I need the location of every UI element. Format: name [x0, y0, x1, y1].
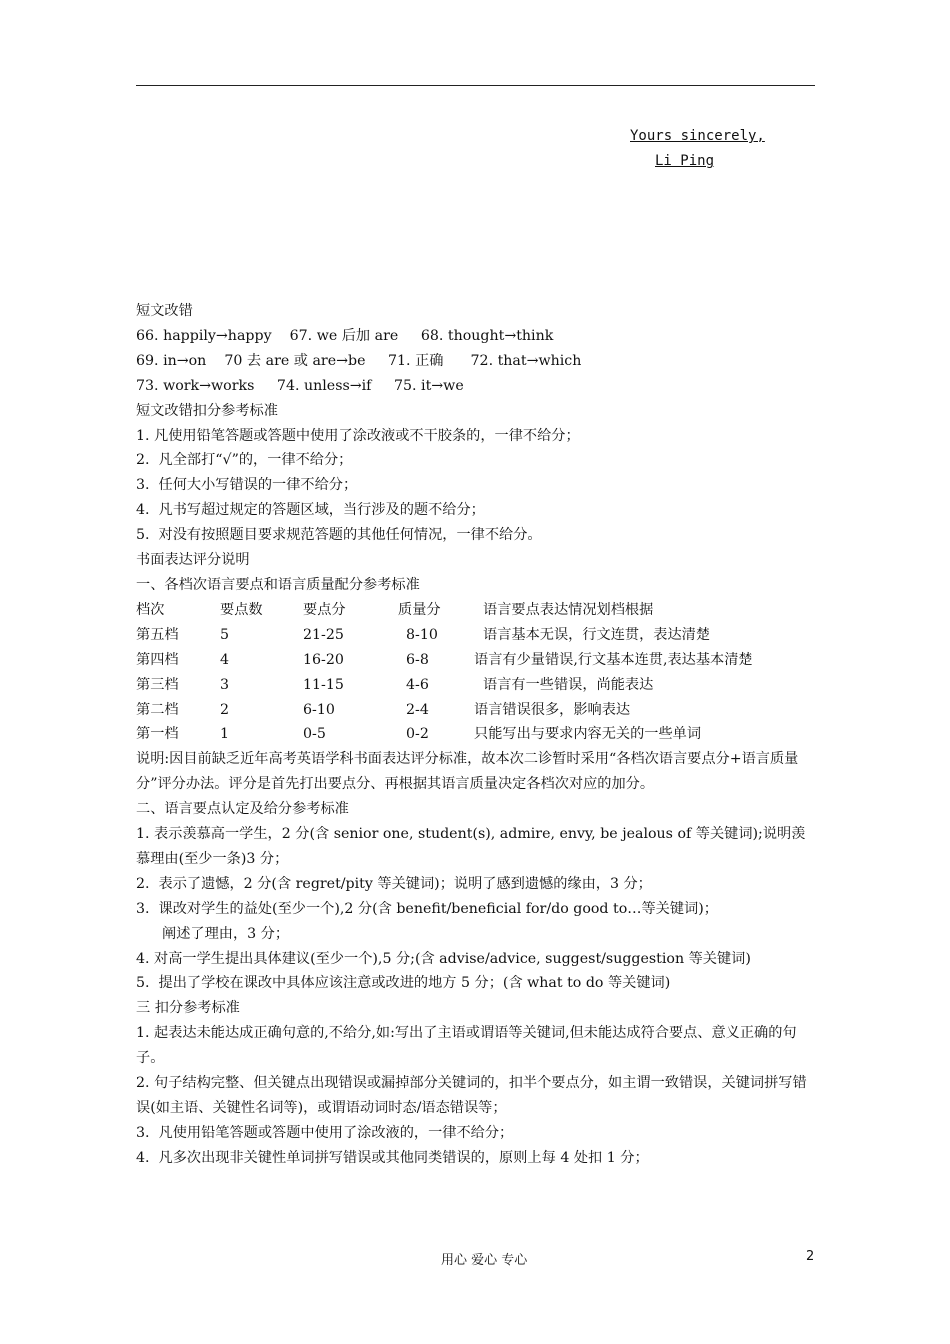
table-cell: 4-6: [406, 676, 429, 693]
criteria-item: 3. 课改对学生的益处(至少一个),2 分(含 benefit/beneficial for/do good to…等关键词)；: [136, 900, 718, 917]
table-row: [136, 623, 818, 648]
signoff-closing: Yours sincerely,: [630, 128, 765, 144]
table-header-cell: 档次: [136, 601, 165, 618]
table-cell: 6-8: [406, 651, 429, 668]
table-row: [136, 673, 818, 698]
table-cell: 3: [220, 676, 230, 693]
table-header-row: [136, 598, 818, 623]
deduction-rule: 3. 凡使用铅笔答题或答题中使用了涂改液的，一律不给分；: [136, 1124, 514, 1141]
table-cell: 5: [220, 626, 230, 643]
table-cell: 0-2: [406, 726, 429, 743]
criteria-item: 4. 对高一学生提出具体建议(至少一个),5 分;(含 advise/advice, suggest/suggestion 等关键词): [136, 950, 751, 967]
table-cell: 第四档: [136, 651, 179, 668]
table-cell: 第一档: [136, 726, 179, 743]
deduction-item: 5. 对没有按照题目要求规范答题的其他任何情况，一律不给分。: [136, 527, 542, 544]
table-row: [136, 698, 818, 723]
deduction-item: 1. 凡使用铅笔答题或答题中使用了涂改液或不干胶条的，一律不给分；: [136, 427, 580, 444]
table-cell: 16-20: [303, 651, 344, 668]
criteria-item-continued: 阐述了理由，3 分；: [162, 925, 290, 942]
table-cell: 语言基本无误，行文连贯，表达清楚: [474, 626, 711, 643]
deduction-item: 3. 任何大小写错误的一律不给分；: [136, 477, 358, 494]
page-content: [136, 299, 818, 1171]
table-row: [136, 648, 818, 673]
table-cell: 语言有少量错误,行文基本连贯,表达基本清楚: [474, 651, 753, 668]
table-cell: 4: [220, 651, 230, 668]
criteria-item: 5. 提出了学校在课改中具体应该注意或改进的地方 5 分；(含 what to do 等关键词): [136, 975, 671, 992]
table-cell: 2: [220, 701, 230, 718]
scoring-note: 说明:因目前缺乏近年高考英语学科书面表达评分标准，故本次二诊暂时采用“各档次语言要点分+语言质量分”评分办法。评分是首先打出要点分、再根据其语言质量决定各档次对应的加分。: [136, 751, 799, 793]
deduction-item: 2. 凡全部打“√”的，一律不给分；: [136, 452, 353, 469]
table-cell: 11-15: [303, 676, 344, 693]
criteria-item: 1. 表示羡慕高一学生，2 分(含 senior one, student(s), admire, envy, be jealous of 等关键词);说明羡慕理由(至少一条)3 分；: [136, 826, 806, 867]
table-header-cell: 质量分: [398, 601, 441, 618]
table-cell: 只能写出与要求内容无关的一些单词: [474, 726, 702, 743]
table-header-cell: 要点分: [303, 601, 346, 618]
table-cell: 21-25: [303, 626, 344, 643]
table-header-cell: 要点数: [220, 601, 263, 618]
table-cell: 0-5: [303, 726, 326, 743]
table-cell: 2-4: [406, 701, 429, 718]
criteria-item: 2. 表示了遗憾，2 分(含 regret/pity 等关键词)；说明了感到遗憾的缘由，3 分；: [136, 875, 652, 892]
corrections-line: 73. work→works 74. unless→if 75. it→we: [136, 377, 464, 394]
section-title: 二、语言要点认定及给分参考标准: [136, 801, 349, 818]
corrections-heading: 短文改错: [136, 303, 193, 319]
deduction-heading: 短文改错扣分参考标准: [136, 402, 278, 419]
table-cell: 第五档: [136, 626, 179, 643]
corrections-line: 66. happily→happy 67. we 后加 are 68. thought→think: [136, 327, 554, 344]
deduction-rule: 4. 凡多次出现非关键性单词拼写错误或其他同类错误的，原则上每 4 处扣 1 分；: [136, 1149, 649, 1166]
header-rule: [136, 85, 815, 86]
writing-heading: 书面表达评分说明: [136, 552, 250, 569]
table-cell: 语言错误很多，影响表达: [474, 701, 631, 718]
footer-motto: 用心 爱心 专心: [441, 1253, 528, 1268]
table-cell: 第三档: [136, 676, 179, 693]
table-cell: 第二档: [136, 701, 179, 718]
table-cell: 6-10: [303, 701, 335, 718]
section-title: 一、各档次语言要点和语言质量配分参考标准: [136, 576, 420, 593]
deduction-rule: 1. 起表达未能达成正确句意的,不给分,如:写出了主语或谓语等关键词,但未能达成符合要点、意义正确的句子。: [136, 1025, 797, 1067]
section-title: 三 扣分参考标准: [136, 1000, 240, 1017]
deduction-item: 4. 凡书写超过规定的答题区域，当行涉及的题不给分；: [136, 502, 485, 519]
table-cell: 1: [220, 726, 230, 743]
table-row: [136, 722, 818, 747]
corrections-line: 69. in→on 70 去 are 或 are→be 71. 正确 72. that→which: [136, 352, 582, 369]
table-cell: 8-10: [406, 626, 438, 643]
signoff-name: Li Ping: [655, 153, 715, 169]
page-number: 2: [806, 1249, 815, 1264]
table-cell: 语言有一些错误，尚能表达: [474, 676, 654, 693]
table-header-cell: 语言要点表达情况划档根据: [474, 601, 654, 618]
deduction-rule: 2. 句子结构完整、但关键点出现错误或漏掉部分关键词的，扣半个要点分，如主谓一致错误，关键词拼写错误(如主语、关键性名词等)，或谓语动词时态/语态错误等；: [136, 1075, 807, 1116]
